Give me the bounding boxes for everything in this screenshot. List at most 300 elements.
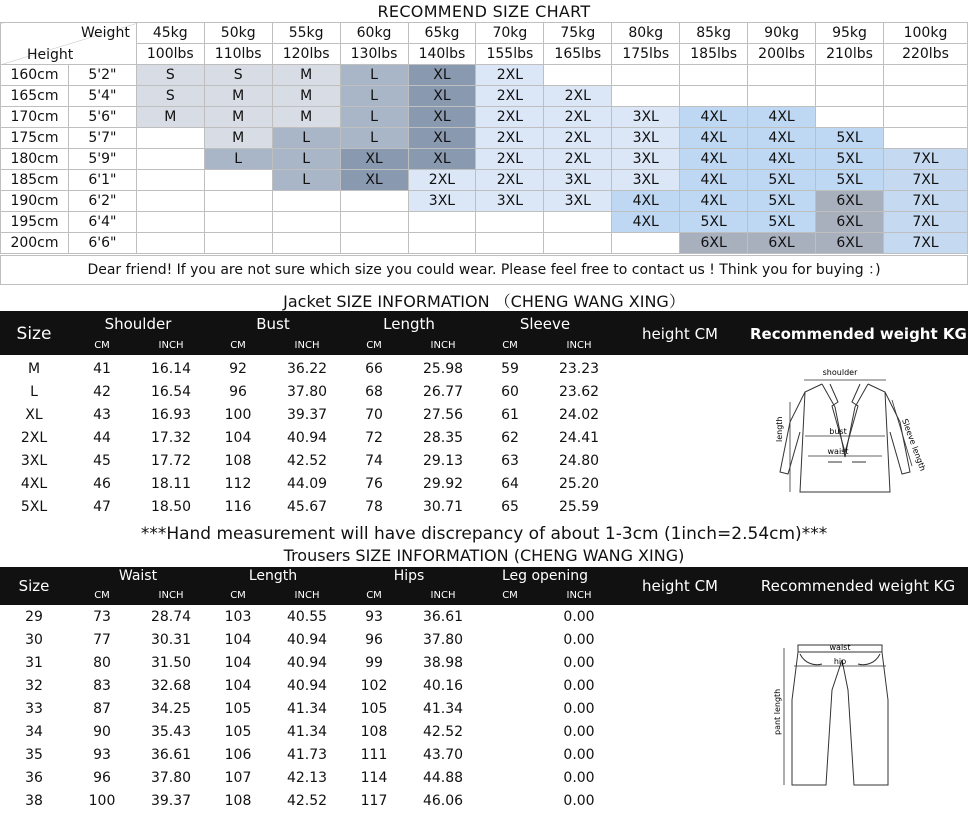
- jacket-value-cell: 40.94: [286, 430, 328, 446]
- trousers-value-cell: 38.98: [422, 655, 464, 671]
- size-cell: 2XL: [476, 107, 544, 128]
- height-cm: 175cm: [1, 128, 69, 149]
- jacket-value-cell: 104: [224, 430, 252, 446]
- size-cell: 2XL: [476, 86, 544, 107]
- size-cell: XL: [340, 170, 408, 191]
- size-cell: 7XL: [883, 233, 967, 254]
- height-cm: 160cm: [1, 65, 69, 86]
- trousers-table-row: [0, 722, 600, 745]
- size-cell: L: [272, 170, 340, 191]
- trousers-value-cell: 83: [93, 678, 111, 694]
- height-ft: 5'4": [68, 86, 136, 107]
- trousers-size-cell: 31: [25, 655, 43, 671]
- size-cell: [680, 65, 748, 86]
- trousers-value-cell: 0.00: [563, 632, 595, 648]
- size-cell: L: [340, 107, 408, 128]
- jacket-table-row: [0, 451, 600, 474]
- size-cell: [204, 191, 272, 212]
- size-cell: 4XL: [680, 191, 748, 212]
- size-cell: [136, 191, 204, 212]
- size-cell: 2XL: [476, 170, 544, 191]
- trousers-value-cell: 90: [93, 724, 111, 740]
- trousers-value-cell: 96: [365, 632, 383, 648]
- jacket-inch-subheader: INCH: [566, 340, 592, 351]
- trousers-value-cell: 31.50: [150, 655, 192, 671]
- height-weight-corner: [1, 23, 137, 65]
- weight-kg-header: 95kg: [816, 23, 884, 44]
- size-cell: 4XL: [748, 107, 816, 128]
- jacket-value-cell: 64: [501, 476, 519, 492]
- trousers-diagram: [770, 640, 910, 790]
- trousers-weight-header: Recommended weight KG: [760, 577, 956, 595]
- height-ft: 5'7": [68, 128, 136, 149]
- size-cell: [408, 233, 476, 254]
- jacket-value-cell: 25.59: [558, 499, 600, 515]
- trousers-value-cell: 40.94: [286, 632, 328, 648]
- weight-lbs-header: 210lbs: [816, 44, 884, 65]
- weight-kg-header: 45kg: [136, 23, 204, 44]
- trousers-size-cell: 35: [25, 747, 43, 763]
- size-cell: M: [272, 107, 340, 128]
- jacket-weight-header: Recommended weight KG: [750, 325, 967, 343]
- jacket-inch-subheader: INCH: [430, 340, 456, 351]
- size-cell: [272, 212, 340, 233]
- size-cell: M: [204, 86, 272, 107]
- jacket-value-cell: 72: [365, 430, 383, 446]
- recommend-row: [1, 86, 968, 107]
- weight-lbs-header: 110lbs: [204, 44, 272, 65]
- jacket-value-cell: 23.23: [558, 361, 600, 377]
- size-cell: 3XL: [612, 107, 680, 128]
- trousers-value-cell: 0.00: [563, 747, 595, 763]
- jacket-value-cell: 30.71: [422, 499, 464, 515]
- size-cell: 2XL: [544, 149, 612, 170]
- size-cell: 5XL: [748, 212, 816, 233]
- jacket-table-row: [0, 428, 600, 451]
- jacket-value-cell: 116: [224, 499, 252, 515]
- trousers-hips-header: Hips: [393, 568, 425, 584]
- trousers-value-cell: 100: [88, 793, 116, 809]
- size-cell: [136, 170, 204, 191]
- jacket-value-cell: 68: [365, 384, 383, 400]
- trousers-value-cell: 0.00: [563, 793, 595, 809]
- jacket-cm-subheader: CM: [94, 340, 110, 351]
- size-cell: M: [204, 128, 272, 149]
- trousers-value-cell: 0.00: [563, 655, 595, 671]
- trousers-size-cell: 36: [25, 770, 43, 786]
- size-cell: 7XL: [883, 149, 967, 170]
- trousers-value-cell: 40.94: [286, 655, 328, 671]
- size-cell: M: [272, 65, 340, 86]
- size-cell: M: [272, 86, 340, 107]
- size-cell: S: [136, 86, 204, 107]
- size-cell: [544, 212, 612, 233]
- size-cell: L: [340, 65, 408, 86]
- trousers-value-cell: 117: [360, 793, 388, 809]
- size-cell: XL: [408, 107, 476, 128]
- jacket-value-cell: 74: [365, 453, 383, 469]
- trousers-value-cell: 93: [93, 747, 111, 763]
- jacket-value-cell: 60: [501, 384, 519, 400]
- recommend-size-table: [0, 22, 968, 254]
- trousers-value-cell: 105: [224, 724, 252, 740]
- trousers-value-cell: 0.00: [563, 724, 595, 740]
- trousers-title: Trousers SIZE INFORMATION (CHENG WANG XING): [283, 546, 685, 565]
- size-cell: [748, 65, 816, 86]
- height-cm: 185cm: [1, 170, 69, 191]
- weight-kg-header: 100kg: [883, 23, 967, 44]
- jacket-size-cell: 5XL: [20, 499, 48, 515]
- trousers-value-cell: 42.13: [286, 770, 328, 786]
- size-cell: 6XL: [680, 233, 748, 254]
- size-cell: [612, 86, 680, 107]
- size-cell: 7XL: [883, 191, 967, 212]
- trousers-table-row: [0, 630, 600, 653]
- jacket-value-cell: 29.13: [422, 453, 464, 469]
- size-cell: [340, 191, 408, 212]
- jacket-shoulder-header: Shoulder: [104, 315, 172, 333]
- size-cell: 4XL: [680, 128, 748, 149]
- jacket-value-cell: 76: [365, 476, 383, 492]
- jacket-value-cell: 18.50: [150, 499, 192, 515]
- size-cell: XL: [408, 128, 476, 149]
- trousers-value-cell: 42.52: [286, 793, 328, 809]
- weight-kg-header: 85kg: [680, 23, 748, 44]
- trousers-value-cell: 111: [360, 747, 388, 763]
- measurement-disclaimer: ***Hand measurement will have discrepancy of about 1-3cm (1inch=2.54cm)***: [140, 524, 828, 544]
- size-cell: 3XL: [612, 170, 680, 191]
- height-ft: 6'4": [68, 212, 136, 233]
- height-cm: 165cm: [1, 86, 69, 107]
- size-cell: [883, 107, 967, 128]
- size-cell: 4XL: [680, 149, 748, 170]
- size-cell: [816, 65, 884, 86]
- sleeve-label: Sleeve length: [900, 417, 928, 473]
- jacket-value-cell: 42: [93, 384, 111, 400]
- size-cell: 5XL: [816, 128, 884, 149]
- trousers-height-header: height CM: [642, 577, 718, 595]
- trousers-cm-subheader: CM: [230, 590, 246, 601]
- size-cell: XL: [408, 65, 476, 86]
- size-cell: 7XL: [883, 170, 967, 191]
- trousers-value-cell: 102: [360, 678, 388, 694]
- jacket-length-header: Length: [383, 315, 435, 333]
- size-cell: [136, 149, 204, 170]
- jacket-value-cell: 44: [93, 430, 111, 446]
- recommend-row: [1, 128, 968, 149]
- size-cell: 2XL: [476, 65, 544, 86]
- size-cell: [272, 233, 340, 254]
- trousers-value-cell: 0.00: [563, 678, 595, 694]
- weight-lbs-header: 165lbs: [544, 44, 612, 65]
- size-cell: 4XL: [748, 149, 816, 170]
- height-cm: 180cm: [1, 149, 69, 170]
- weight-kg-header: 60kg: [340, 23, 408, 44]
- jacket-value-cell: 18.11: [150, 476, 192, 492]
- size-cell: L: [204, 149, 272, 170]
- size-cell: 4XL: [612, 212, 680, 233]
- size-cell: [816, 86, 884, 107]
- jacket-value-cell: 112: [224, 476, 252, 492]
- size-cell: 2XL: [408, 170, 476, 191]
- size-cell: XL: [408, 86, 476, 107]
- trousers-waist-header: Waist: [118, 568, 158, 584]
- jacket-size-cell: L: [30, 384, 38, 400]
- size-cell: [544, 233, 612, 254]
- trousers-value-cell: 44.88: [422, 770, 464, 786]
- trousers-value-cell: 34.25: [150, 701, 192, 717]
- trousers-value-cell: 93: [365, 609, 383, 625]
- trousers-value-cell: 99: [365, 655, 383, 671]
- trousers-value-cell: 0.00: [563, 701, 595, 717]
- jacket-value-cell: 47: [93, 499, 111, 515]
- jacket-size-cell: M: [27, 361, 41, 377]
- size-cell: 5XL: [680, 212, 748, 233]
- size-cell: [408, 212, 476, 233]
- weight-lbs-header: 175lbs: [612, 44, 680, 65]
- size-cell: XL: [408, 149, 476, 170]
- recommend-row: [1, 212, 968, 233]
- weight-lbs-header: 140lbs: [408, 44, 476, 65]
- jacket-value-cell: 44.09: [286, 476, 328, 492]
- size-cell: S: [136, 65, 204, 86]
- trousers-value-cell: 41.73: [286, 747, 328, 763]
- recommend-row: [1, 149, 968, 170]
- jacket-cm-subheader: CM: [366, 340, 382, 351]
- weight-kg-header: 90kg: [748, 23, 816, 44]
- height-cm: 170cm: [1, 107, 69, 128]
- jacket-value-cell: 24.41: [558, 430, 600, 446]
- jacket-value-cell: 62: [501, 430, 519, 446]
- height-ft: 5'6": [68, 107, 136, 128]
- jacket-diagram: [760, 362, 930, 498]
- trousers-value-cell: 35.43: [150, 724, 192, 740]
- weight-label: Weight: [81, 25, 130, 41]
- trousers-value-cell: 104: [224, 655, 252, 671]
- size-cell: [612, 233, 680, 254]
- jacket-size-cell: 2XL: [20, 430, 48, 446]
- trousers-inch-subheader: INCH: [566, 590, 592, 601]
- waist-label: waist: [827, 447, 849, 456]
- trousers-header: [0, 567, 968, 605]
- recommend-row: [1, 107, 968, 128]
- jacket-sleeve-header: Sleeve: [519, 315, 571, 333]
- size-cell: M: [136, 107, 204, 128]
- jacket-cm-subheader: CM: [230, 340, 246, 351]
- trousers-value-cell: 104: [224, 678, 252, 694]
- size-cell: 6XL: [816, 233, 884, 254]
- jacket-value-cell: 36.22: [286, 361, 328, 377]
- size-cell: [476, 212, 544, 233]
- size-cell: 2XL: [544, 107, 612, 128]
- jacket-value-cell: 27.56: [422, 407, 464, 423]
- jacket-size-cell: 4XL: [20, 476, 48, 492]
- trousers-value-cell: 37.80: [150, 770, 192, 786]
- trousers-value-cell: 107: [224, 770, 252, 786]
- weight-lbs-header: 185lbs: [680, 44, 748, 65]
- trousers-size-header: Size: [18, 577, 50, 595]
- size-cell: XL: [340, 149, 408, 170]
- weight-lbs-header: 100lbs: [136, 44, 204, 65]
- height-ft: 5'9": [68, 149, 136, 170]
- jacket-table-row: [0, 474, 600, 497]
- size-cell: [883, 128, 967, 149]
- jacket-value-cell: 78: [365, 499, 383, 515]
- trousers-value-cell: 104: [224, 632, 252, 648]
- trousers-value-cell: 77: [93, 632, 111, 648]
- size-cell: [136, 233, 204, 254]
- pant-length-label: pant length: [773, 688, 782, 735]
- trousers-value-cell: 36.61: [422, 609, 464, 625]
- size-cell: 5XL: [816, 170, 884, 191]
- jacket-value-cell: 41: [93, 361, 111, 377]
- trousers-cm-subheader: CM: [366, 590, 382, 601]
- size-cell: L: [272, 149, 340, 170]
- jacket-inch-subheader: INCH: [158, 340, 184, 351]
- size-cell: M: [204, 107, 272, 128]
- size-cell: L: [272, 128, 340, 149]
- bust-label: bust: [829, 427, 847, 436]
- trousers-value-cell: 41.34: [286, 701, 328, 717]
- size-cell: [204, 212, 272, 233]
- size-cell: 6XL: [816, 212, 884, 233]
- trousers-inch-subheader: INCH: [430, 590, 456, 601]
- trousers-value-cell: 0.00: [563, 770, 595, 786]
- hip-label: hip: [833, 657, 847, 666]
- trousers-value-cell: 46.06: [422, 793, 464, 809]
- jacket-value-cell: 108: [224, 453, 252, 469]
- trousers-size-cell: 29: [25, 609, 43, 625]
- trousers-size-cell: 30: [25, 632, 43, 648]
- trousers-size-cell: 38: [25, 793, 43, 809]
- trousers-value-cell: 30.31: [150, 632, 192, 648]
- jacket-value-cell: 100: [224, 407, 252, 423]
- size-cell: 3XL: [612, 128, 680, 149]
- size-cell: 4XL: [680, 107, 748, 128]
- jacket-value-cell: 96: [229, 384, 247, 400]
- jacket-value-cell: 92: [229, 361, 247, 377]
- height-cm: 200cm: [1, 233, 69, 254]
- jacket-value-cell: 28.35: [422, 430, 464, 446]
- jacket-value-cell: 63: [501, 453, 519, 469]
- size-cell: [272, 191, 340, 212]
- jacket-inch-subheader: INCH: [294, 340, 320, 351]
- size-cell: 5XL: [748, 191, 816, 212]
- jacket-value-cell: 37.80: [286, 384, 328, 400]
- size-cell: 4XL: [748, 128, 816, 149]
- trousers-cm-subheader: CM: [502, 590, 518, 601]
- size-cell: 6XL: [816, 191, 884, 212]
- recommend-row: [1, 191, 968, 212]
- size-cell: [883, 65, 967, 86]
- trousers-size-cell: 32: [25, 678, 43, 694]
- trousers-value-cell: 103: [224, 609, 252, 625]
- trousers-value-cell: 96: [93, 770, 111, 786]
- jacket-size-cell: XL: [25, 407, 43, 423]
- jacket-value-cell: 59: [501, 361, 519, 377]
- jacket-value-cell: 17.72: [150, 453, 192, 469]
- weight-kg-header: 55kg: [272, 23, 340, 44]
- size-cell: 4XL: [612, 191, 680, 212]
- jacket-value-cell: 29.92: [422, 476, 464, 492]
- size-cell: 4XL: [680, 170, 748, 191]
- trousers-cm-subheader: CM: [94, 590, 110, 601]
- size-cell: [883, 86, 967, 107]
- jacket-bust-header: Bust: [256, 315, 290, 333]
- size-cell: [136, 212, 204, 233]
- trousers-waist-label: waist: [829, 643, 851, 652]
- jacket-header: [0, 311, 968, 355]
- trousers-value-cell: 0.00: [563, 609, 595, 625]
- height-ft: 5'2": [68, 65, 136, 86]
- jacket-value-cell: 45.67: [286, 499, 328, 515]
- weight-kg-header: 65kg: [408, 23, 476, 44]
- size-cell: [544, 65, 612, 86]
- jacket-value-cell: 16.14: [150, 361, 192, 377]
- jacket-table-row: [0, 497, 600, 520]
- size-cell: 2XL: [544, 86, 612, 107]
- size-cell: 6XL: [748, 233, 816, 254]
- trousers-table-row: [0, 745, 600, 768]
- recommend-chart-title: RECOMMEND SIZE CHART: [377, 2, 591, 21]
- size-cell: 5XL: [748, 170, 816, 191]
- jacket-value-cell: 24.80: [558, 453, 600, 469]
- size-cell: L: [340, 86, 408, 107]
- trousers-size-cell: 34: [25, 724, 43, 740]
- jacket-height-header: height CM: [642, 325, 718, 343]
- trousers-value-cell: 40.55: [286, 609, 328, 625]
- trousers-value-cell: 43.70: [422, 747, 464, 763]
- jacket-value-cell: 39.37: [286, 407, 328, 423]
- weight-kg-header: 50kg: [204, 23, 272, 44]
- size-cell: 7XL: [883, 212, 967, 233]
- weight-lbs-header: 220lbs: [883, 44, 967, 65]
- jacket-value-cell: 23.62: [558, 384, 600, 400]
- jacket-length-label: length: [775, 416, 784, 442]
- trousers-value-cell: 114: [360, 770, 388, 786]
- trousers-value-cell: 39.37: [150, 793, 192, 809]
- trousers-value-cell: 40.94: [286, 678, 328, 694]
- trousers-table-row: [0, 676, 600, 699]
- jacket-table-row: [0, 359, 600, 382]
- weight-kg-header: 80kg: [612, 23, 680, 44]
- trousers-table-row: [0, 607, 600, 630]
- size-cell: S: [204, 65, 272, 86]
- trousers-table-row: [0, 791, 600, 814]
- trousers-value-cell: 41.34: [422, 701, 464, 717]
- jacket-title: Jacket SIZE INFORMATION （CHENG WANG XING）: [283, 292, 685, 311]
- jacket-table-row: [0, 405, 600, 428]
- trousers-value-cell: 108: [224, 793, 252, 809]
- jacket-value-cell: 16.93: [150, 407, 192, 423]
- weight-kg-header: 75kg: [544, 23, 612, 44]
- trousers-inch-subheader: INCH: [294, 590, 320, 601]
- size-cell: [680, 86, 748, 107]
- trousers-value-cell: 40.16: [422, 678, 464, 694]
- trousers-value-cell: 42.52: [422, 724, 464, 740]
- trousers-table-row: [0, 768, 600, 791]
- height-cm: 195cm: [1, 212, 69, 233]
- jacket-value-cell: 65: [501, 499, 519, 515]
- jacket-value-cell: 70: [365, 407, 383, 423]
- size-cell: 3XL: [476, 191, 544, 212]
- trousers-value-cell: 28.74: [150, 609, 192, 625]
- jacket-value-cell: 43: [93, 407, 111, 423]
- jacket-value-cell: 61: [501, 407, 519, 423]
- trousers-inch-subheader: INCH: [158, 590, 184, 601]
- recommend-row: [1, 233, 968, 254]
- size-cell: 3XL: [408, 191, 476, 212]
